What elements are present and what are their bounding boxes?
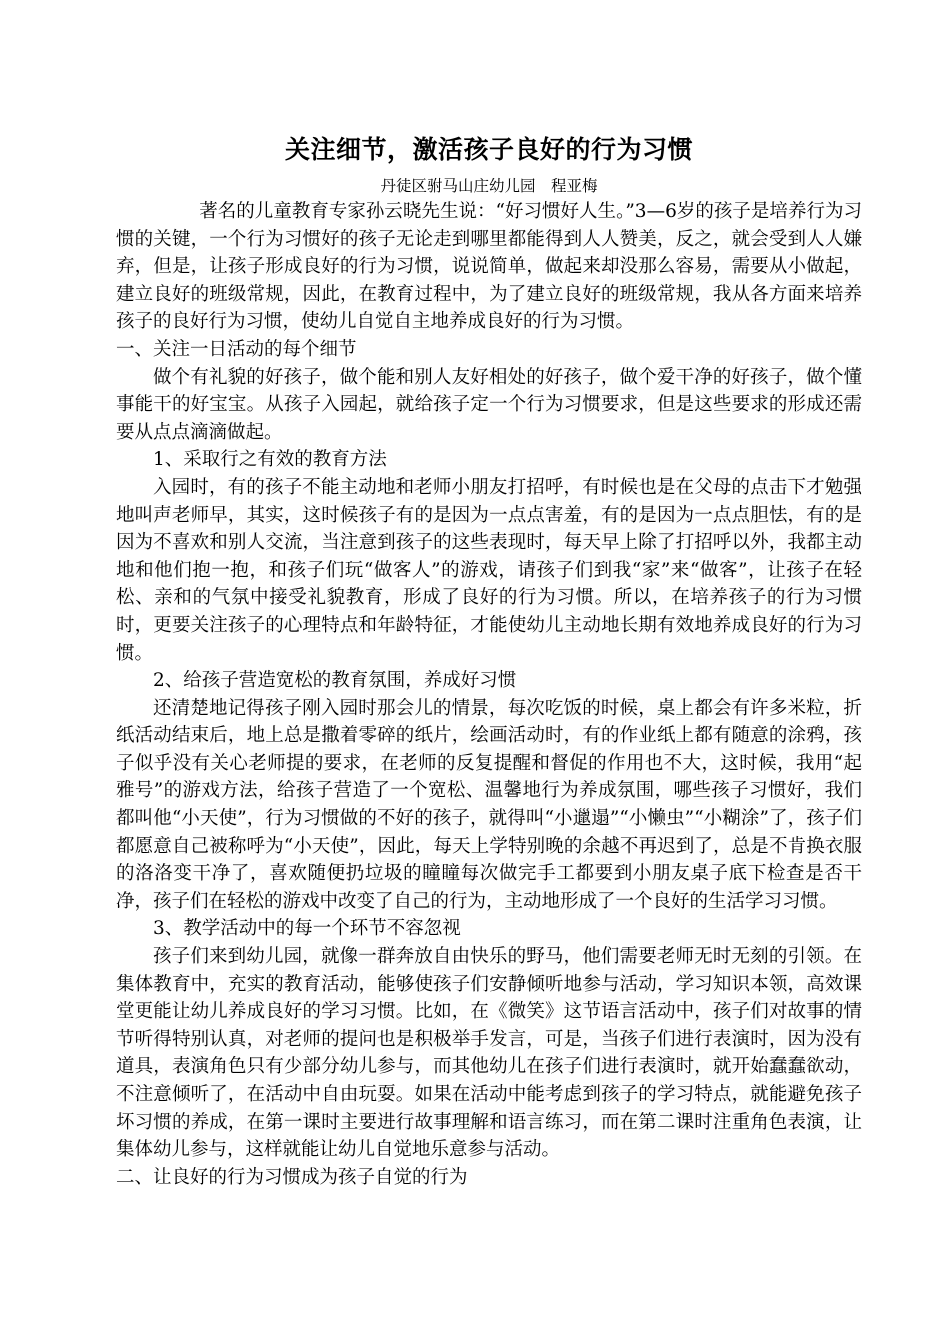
subsection-3-heading: 3、教学活动中的每一个环节不容忽视	[153, 918, 461, 940]
document-title: 关注细节，激活孩子良好的行为习惯	[284, 135, 693, 164]
subsection-1-paragraph: 入园时，有的孩子不能主动地和老师小朋友打招呼，有时候也是在父母的点击下才勉强地叫声老师早，其实，这时候孩子有的是因为一点点害羞，有的是因为一点点胆怯，有的是因为不喜欢和别人交流，当注意到孩子的这些表现时，每天早上除了打招呼以外，我都主动地和他们抱一抱，和孩子们玩“做客人”的游戏，请孩子们到我“家”来“做客”，让孩子在轻松、亲和的气氛中接受礼貌教育，形成了良好的行为习惯。所以，在培养孩子的行为习惯时，更要关注孩子的心理特点和年龄特征，才能使幼儿主动地长期有效地养成良好的行为习惯。	[116, 476, 862, 664]
section-2-heading: 二、让良好的行为习惯成为孩子自觉的行为	[116, 1166, 468, 1188]
section-1-heading: 一、关注一日活动的每个细节	[116, 338, 357, 360]
subsection-2-heading: 2、给孩子营造宽松的教育氛围，养成好习惯	[153, 670, 517, 692]
document-page	[116, 130, 862, 1191]
subsection-2-paragraph: 还清楚地记得孩子刚入园时那会儿的情景，每次吃饭的时候，桌上都会有许多米粒，折纸活动结束后，地上总是撒着零碎的纸片，绘画活动时，有的作业纸上都有随意的涂鸦，孩子似乎没有关心老师提的要求，在老师的反复提醒和督促的作用也不大，这时候，我用“起雅号”的游戏方法，给孩子营造了一个宽松、温馨地行为养成氛围，哪些孩子习惯好，我们都叫他“小天使”，行为习惯做的不好的孩子，就得叫“小邋遢”“小懒虫”“小糊涂”了，孩子们都愿意自己被称呼为“小天使”，因此，每天上学特别晚的余越不再迟到了，总是不肯换衣服的洛洛变干净了，喜欢随便扔垃圾的瞳瞳每次做完手工都要到小朋友桌子底下检查是否干净，孩子们在轻松的游戏中改变了自己的行为，主动地形成了一个良好的生活学习习惯。	[116, 697, 862, 912]
author-byline: 丹徒区驸马山庄幼儿园 程亚梅	[380, 177, 598, 195]
subsection-3-paragraph: 孩子们来到幼儿园，就像一群奔放自由快乐的野马，他们需要老师无时无刻的引领。在集体教育中，充实的教育活动，能够使孩子们安静倾听地参与活动，学习知识本领，高效课堂更能让幼儿养成良好的学习习惯。比如，在《微笑》这节语言活动中，孩子们对故事的情节听得特别认真，对老师的提问也是积极举手发言，可是，当孩子们进行表演时，因为没有道具，表演角色只有少部分幼儿参与，而其他幼儿在孩子们进行表演时，就开始蠢蠢欲动，不注意倾听了，在活动中自由玩耍。如果在活动中能考虑到孩子的学习特点，就能避免孩子坏习惯的养成，在第一课时主要进行故事理解和语言练习，而在第二课时注重角色表演，让集体幼儿参与，这样就能让幼儿自觉地乐意参与活动。	[116, 946, 862, 1161]
subsection-1-heading: 1、采取行之有效的教育方法	[153, 449, 387, 471]
intro-paragraph: 著名的儿童教育专家孙云晓先生说：“好习惯好人生。”3—6岁的孩子是培养行为习惯的关键，一个行为习惯好的孩子无论走到哪里都能得到人人赞美，反之，就会受到人人嫌弃，但是，让孩子形成良好的行为习惯，说说简单，做起来却没那么容易，需要从小做起，建立良好的班级常规，因此，在教育过程中，为了建立良好的班级常规，我从各方面来培养孩子的良好行为习惯，使幼儿自觉自主地养成良好的行为习惯。	[116, 201, 862, 333]
section-1-paragraph: 做个有礼貌的好孩子，做个能和别人友好相处的好孩子，做个爱干净的好孩子，做个懂事能干的好宝宝。从孩子入园起，就给孩子定一个行为习惯要求，但是这些要求的形成还需要从点点滴滴做起。	[116, 366, 862, 443]
